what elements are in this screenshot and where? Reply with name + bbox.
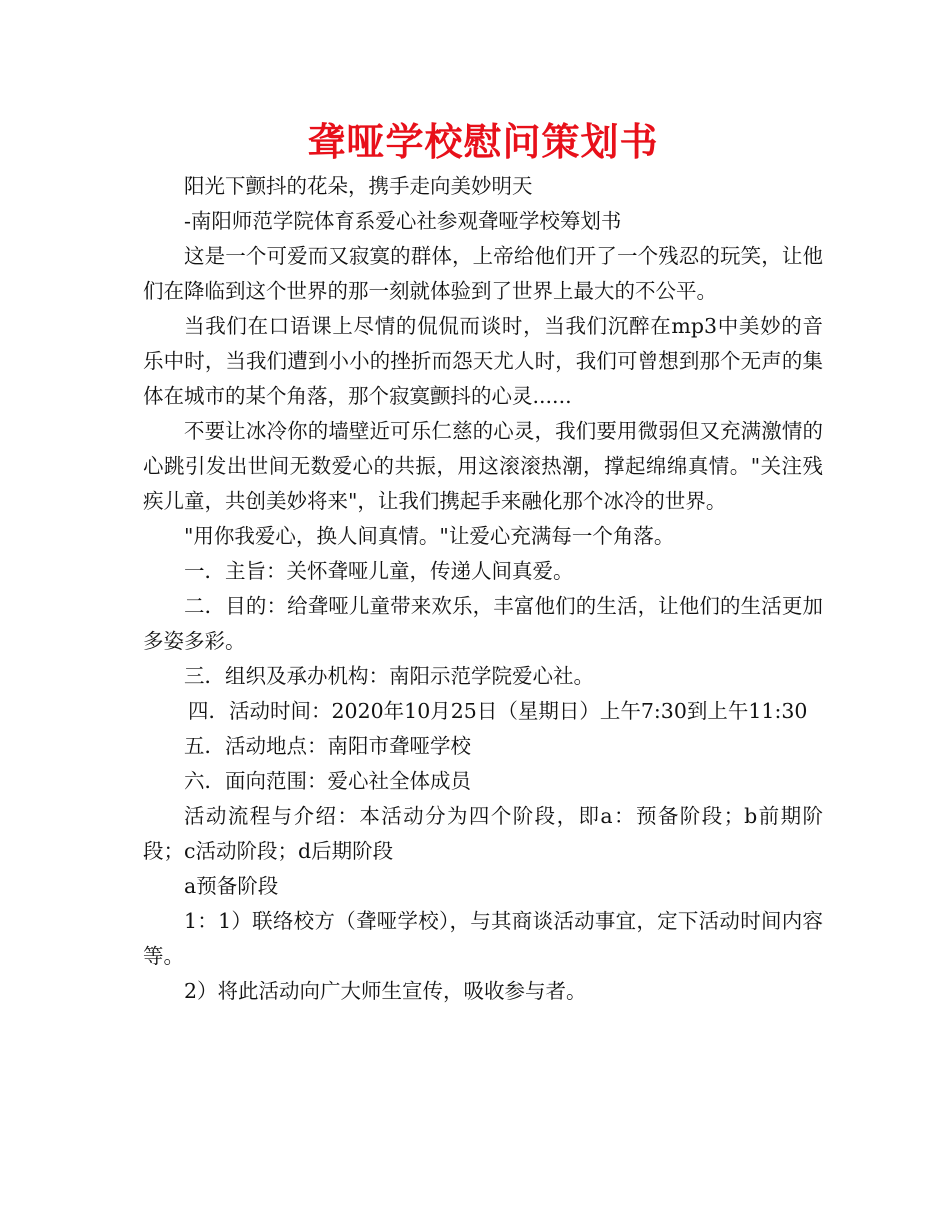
intro-paragraph-2: 当我们在口语课上尽情的侃侃而谈时，当我们沉醉在mp3中美妙的音乐中时，当我们遭到小小的挫折而怨天尤人时，我们可曾想到那个无声的集体在城市的某个角落，那个寂寞颤抖的心灵...... [143,314,823,408]
activity-flow: 活动流程与介绍：本活动分为四个阶段，即a：预备阶段；b前期阶段；c活动阶段；d后期阶段 [143,804,823,863]
section-time: 四．活动时间：2020年10月25日（星期日）上午7:30到上午11:30 [188,699,808,723]
stage-a-heading: a预备阶段 [184,874,279,898]
section-location: 五．活动地点：南阳市聋哑学校 [184,734,471,758]
intro-paragraph-3: 不要让冰冷你的墙壁近可乐仁慈的心灵，我们要用微弱但又充满激情的心跳引发出世间无数爱心的共振，用这滚滚热潮，撑起绵绵真情。"关注残疾儿童，共创美妙将来"，让我们携起手来融化那个冰冷的世界。 [143,419,823,513]
section-scope: 六．面向范围：爱心社全体成员 [184,769,471,793]
section-purpose: 一．主旨：关怀聋哑儿童，传递人间真爱。 [184,559,574,583]
stage-a-step-2: 2）将此活动向广大师生宣传，吸收参与者。 [184,979,587,1003]
section-goal: 二．目的：给聋哑儿童带来欢乐，丰富他们的生活，让他们的生活更加多姿多彩。 [143,594,823,653]
section-organizer: 三．组织及承办机构：南阳示范学院爱心社。 [184,664,594,688]
intro-paragraph-1: 这是一个可爱而又寂寞的群体，上帝给他们开了一个残忍的玩笑，让他们在降临到这个世界的那一刻就体验到了世界上最大的不公平。 [143,244,823,303]
slogan-paragraph: "用你我爱心，换人间真情。"让爱心充满每一个角落。 [184,524,675,548]
stage-a-step-1: 1：1）联络校方（聋哑学校），与其商谈活动事宜，定下活动时间内容等。 [143,909,823,968]
subtitle-line: 阳光下颤抖的花朵，携手走向美妙明天 [184,174,533,198]
document-title: 聋哑学校慰问策划书 [307,120,659,164]
subtitle-organizer: -南阳师范学院体育系爱心社参观聋哑学校筹划书 [184,209,622,233]
document-page [143,118,823,1009]
